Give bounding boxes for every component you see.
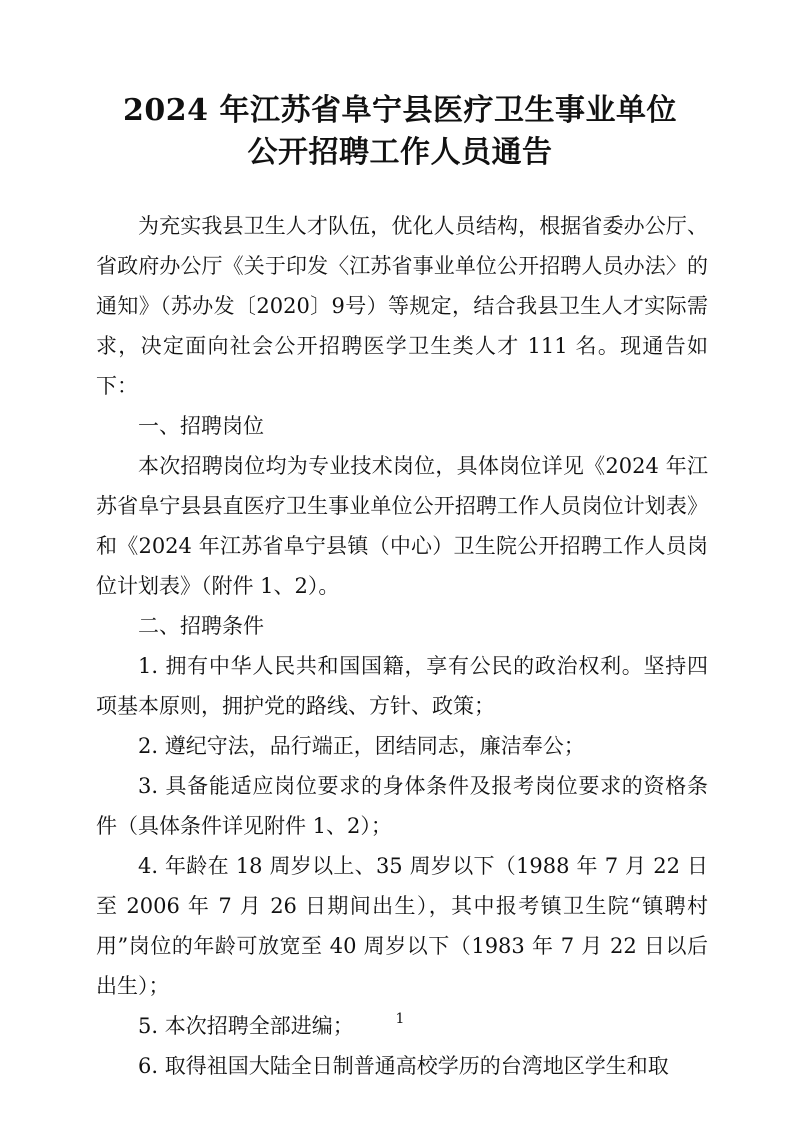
condition-item-3: 3. 具备能适应岗位要求的身体条件及报考岗位要求的资格条件（具体条件详见附件 1、2）； [96, 774, 708, 838]
condition-item-6: 6. 取得祖国大陆全日制普通高校学历的台湾地区学生和取 [138, 1054, 669, 1078]
condition-item-5: 5. 本次招聘全部进编； [138, 1014, 354, 1038]
page-number: 1 [395, 1011, 405, 1027]
section-1-paragraph: 本次招聘岗位均为专业技术岗位，具体岗位详见《2024 年江苏省阜宁县县直医疗卫生事业单位公开招聘工作人员岗位计划表》和《2024 年江苏省阜宁县镇（中心）卫生院公开招聘工作人员岗位计划表》（附件 1、2）。 [96, 454, 708, 598]
document-title-line-1: 2024 年江苏省阜宁县医疗卫生事业单位 [123, 93, 677, 128]
document-title-line-2: 公开招聘工作人员通告 [247, 135, 553, 170]
condition-item-1: 1. 拥有中华人民共和国国籍，享有公民的政治权利。坚持四项基本原则，拥护党的路线、方针、政策； [96, 654, 708, 718]
section-1-heading: 一、招聘岗位 [138, 414, 264, 438]
document-body [96, 206, 708, 1086]
condition-item-2: 2. 遵纪守法，品行端正，团结同志，廉洁奉公； [138, 734, 585, 758]
condition-item-4: 4. 年龄在 18 周岁以上、35 周岁以下（1988 年 7 月 22 日至 2006 年 7 月 26 日期间出生），其中报考镇卫生院“镇聘村用”岗位的年龄可放宽至 40 周岁以下（1983 年 7 月 22 日以后出生）； [96, 854, 708, 998]
section-2-heading: 二、招聘条件 [138, 614, 264, 638]
intro-paragraph: 为充实我县卫生人才队伍，优化人员结构，根据省委办公厅、省政府办公厅《关于印发〈江苏省事业单位公开招聘人员办法〉的通知》（苏办发〔2020〕9号）等规定，结合我县卫生人才实际需求，决定面向社会公开招聘医学卫生类人才 111 名。现通告如下： [96, 214, 708, 398]
